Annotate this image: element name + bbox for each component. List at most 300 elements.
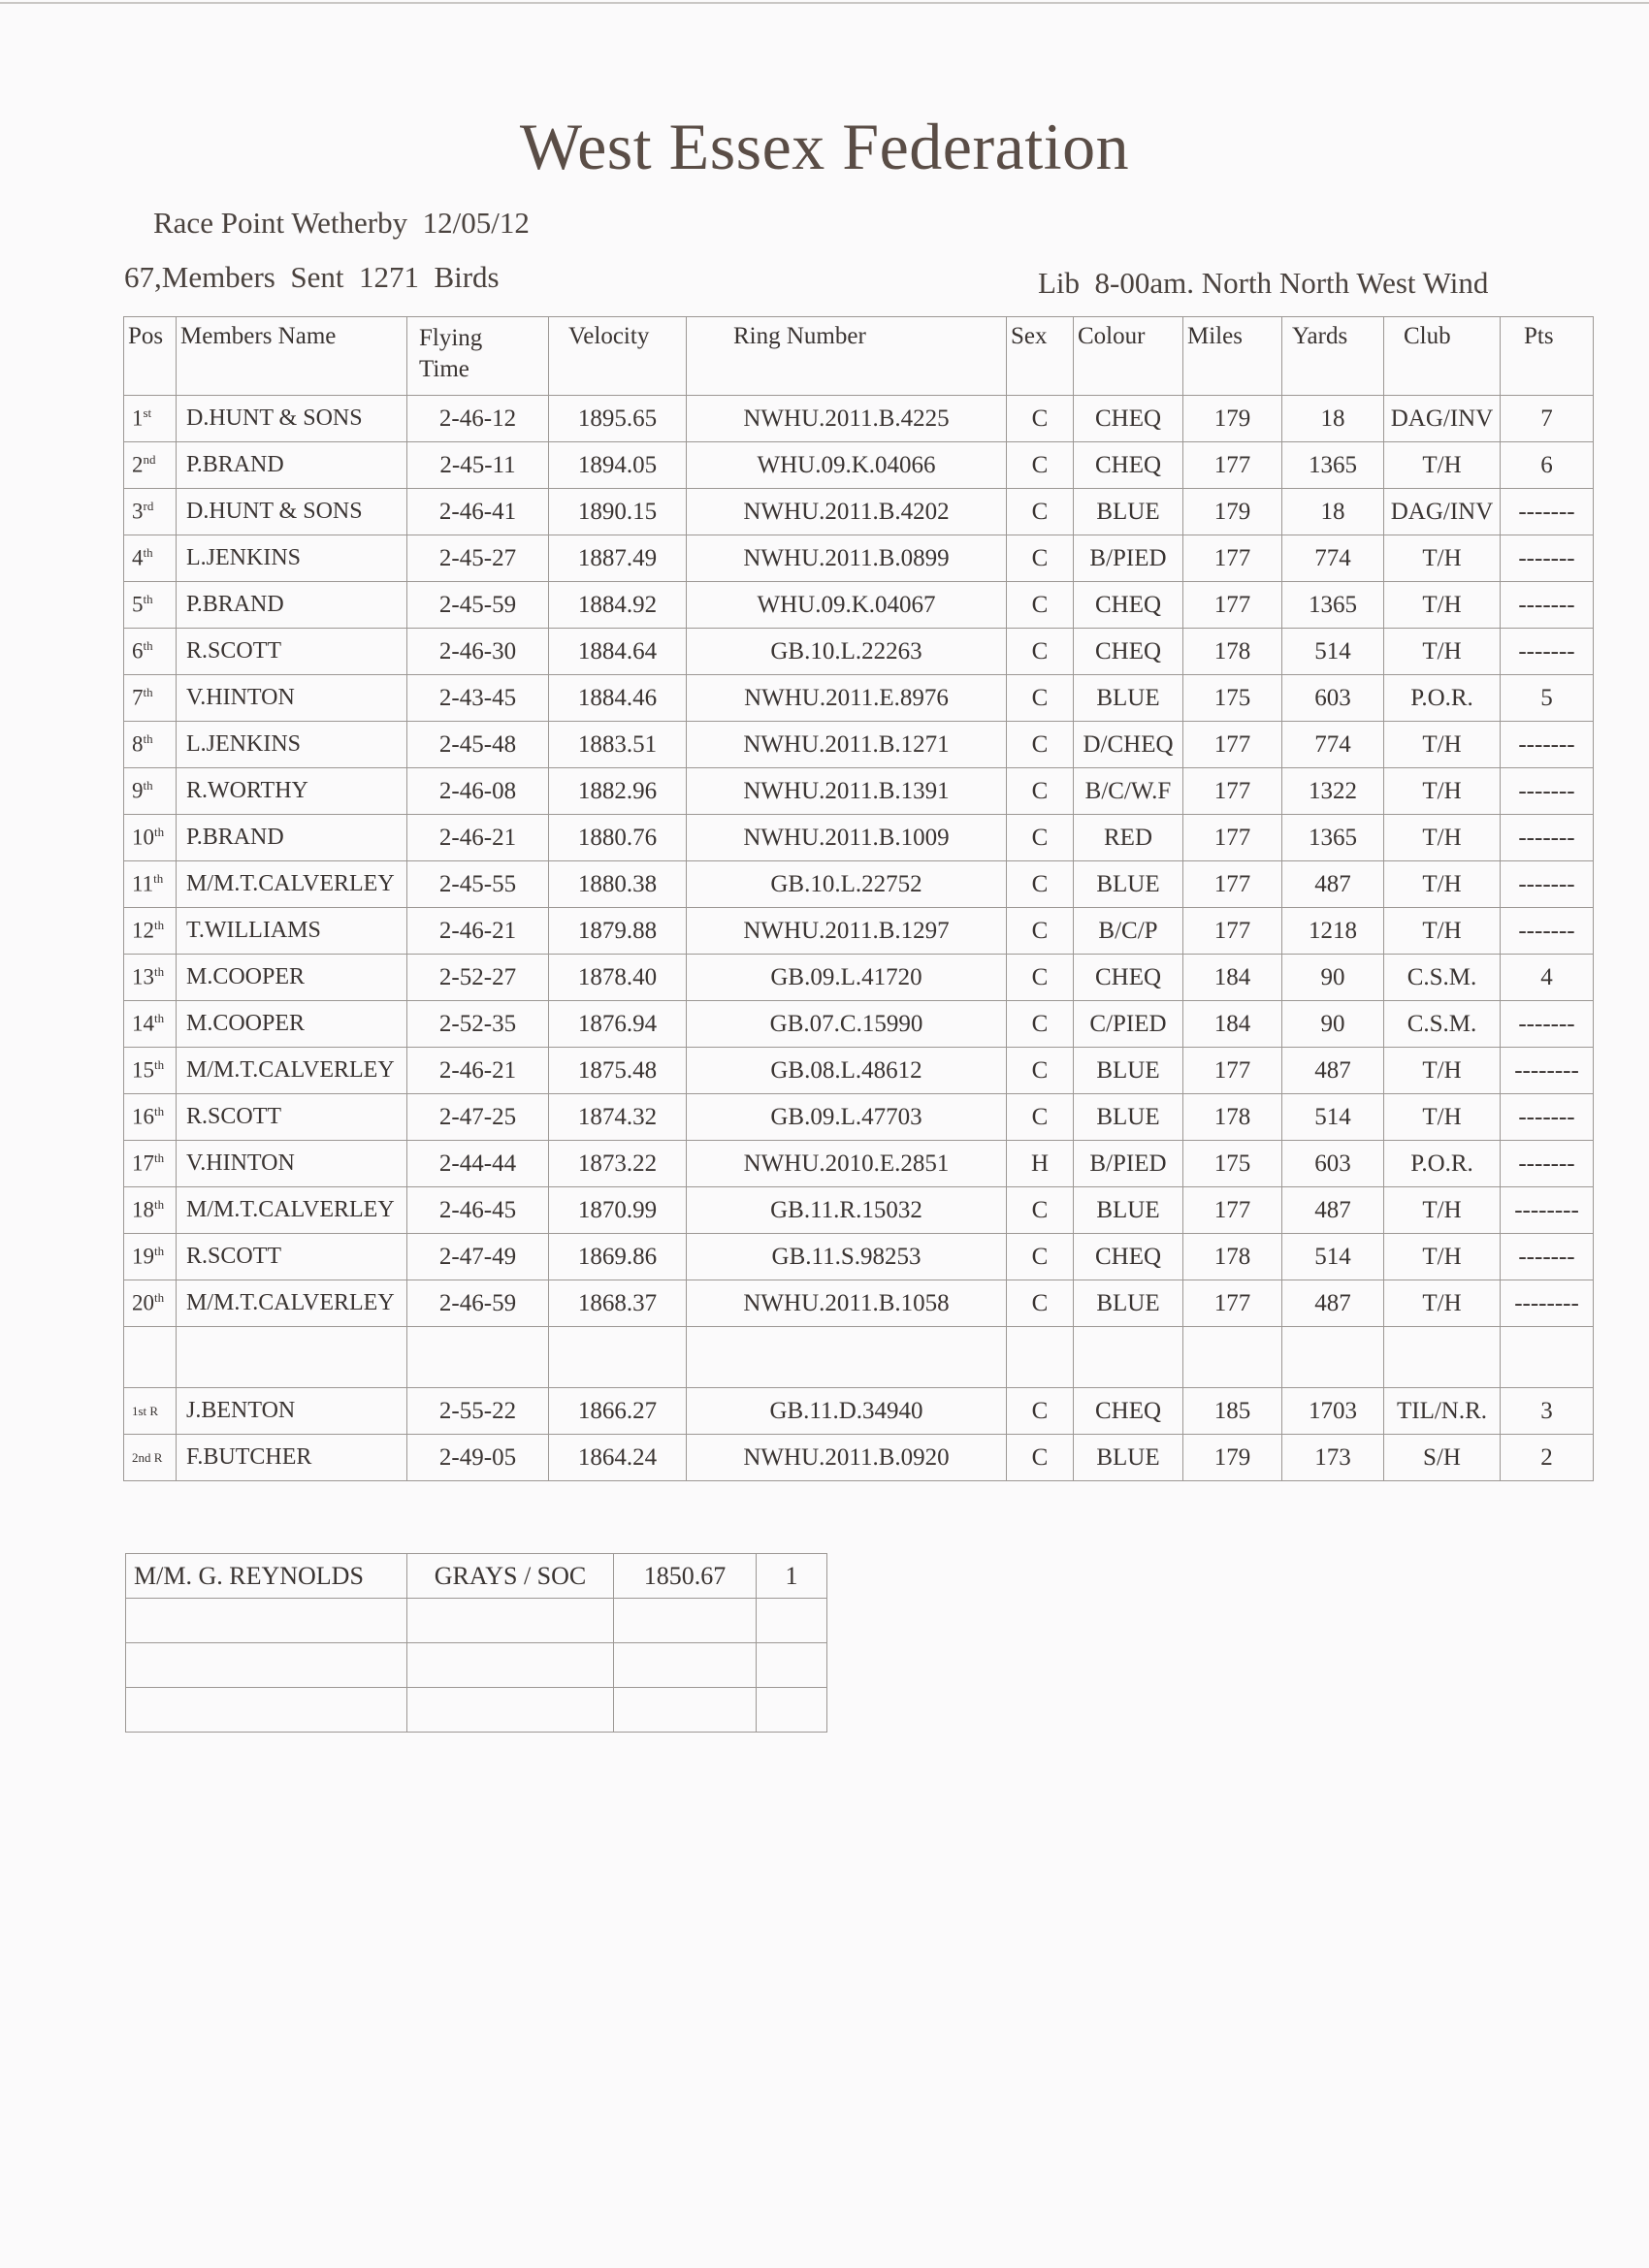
col-header-colour: Colour [1074, 317, 1183, 396]
cell-member-name: L.JENKINS [177, 535, 407, 582]
col-header-pos: Pos [124, 317, 177, 396]
cell-ring-number: GB.09.L.47703 [687, 1094, 1007, 1141]
cell-member-name: P.BRAND [177, 582, 407, 629]
cell-miles: 177 [1183, 722, 1282, 768]
table-row [124, 1141, 1594, 1187]
cell-pts: ------- [1501, 1094, 1594, 1141]
pos-suffix: th [154, 1150, 165, 1166]
table-row [124, 582, 1594, 629]
table-row [124, 955, 1594, 1001]
cell-colour: BLUE [1074, 1435, 1183, 1481]
cell-miles: 177 [1183, 1048, 1282, 1094]
top-edge-line [0, 2, 1649, 4]
cell-club: T/H [1384, 815, 1501, 861]
reserve-row [124, 1388, 1594, 1435]
table-row [124, 908, 1594, 955]
pos-suffix: th [154, 1104, 165, 1119]
cell-miles: 184 [1183, 955, 1282, 1001]
blank-cell [1384, 1327, 1501, 1388]
cell-club: C.S.M. [1384, 955, 1501, 1001]
cell-miles: 177 [1183, 1280, 1282, 1327]
cell-flying-time: 2-45-27 [407, 535, 549, 582]
cell-colour: CHEQ [1074, 629, 1183, 675]
cell-colour: CHEQ [1074, 582, 1183, 629]
pos-number: 10 [132, 825, 154, 850]
cell-yards: 514 [1282, 1234, 1384, 1280]
cell-sex: C [1007, 908, 1074, 955]
cell-miles: 175 [1183, 675, 1282, 722]
pos-suffix: th [143, 545, 153, 561]
cell-club: T/H [1384, 1048, 1501, 1094]
cell-sex: C [1007, 1234, 1074, 1280]
cell-ring-number: NWHU.2011.B.1297 [687, 908, 1007, 955]
points-row [126, 1554, 827, 1599]
pos-suffix: th [154, 1290, 165, 1306]
col-header-club: Club [1384, 317, 1501, 396]
cell-member-name: D.HUNT & SONS [177, 396, 407, 442]
cell-sex: C [1007, 396, 1074, 442]
cell-velocity: 1878.40 [549, 955, 687, 1001]
cell-colour: B/C/P [1074, 908, 1183, 955]
cell-pos [124, 1048, 177, 1094]
pos-number: 9 [132, 778, 144, 803]
points-row [126, 1688, 827, 1733]
cell-sex: H [1007, 1141, 1074, 1187]
col-header-name: Members Name [177, 317, 407, 396]
cell-pos [124, 1094, 177, 1141]
cell-miles: 177 [1183, 582, 1282, 629]
cell-club: S/H [1384, 1435, 1501, 1481]
cell-club: DAG/INV [1384, 489, 1501, 535]
cell-club: T/H [1384, 629, 1501, 675]
cell-colour: CHEQ [1074, 1234, 1183, 1280]
table-row [124, 629, 1594, 675]
results-table [123, 316, 1594, 1481]
points-body [126, 1554, 827, 1733]
cell-yards: 514 [1282, 629, 1384, 675]
cell-pos [124, 582, 177, 629]
cell-member-name: R.WORTHY [177, 768, 407, 815]
cell-yards: 18 [1282, 489, 1384, 535]
cell-ring-number: GB.11.D.34940 [687, 1388, 1007, 1435]
cell-pts: ------- [1501, 489, 1594, 535]
table-row [124, 675, 1594, 722]
cell-member-name: P.BRAND [177, 442, 407, 489]
cell-miles: 177 [1183, 861, 1282, 908]
cell-velocity: 1874.32 [549, 1094, 687, 1141]
cell-yards: 603 [1282, 675, 1384, 722]
cell-flying-time: 2-46-21 [407, 815, 549, 861]
cell-velocity: 1869.86 [549, 1234, 687, 1280]
cell-colour: B/PIED [1074, 1141, 1183, 1187]
cell-velocity: 1884.64 [549, 629, 687, 675]
cell-colour: BLUE [1074, 1094, 1183, 1141]
cell-pos [124, 1001, 177, 1048]
cell-yards: 487 [1282, 861, 1384, 908]
blank-cell [124, 1327, 177, 1388]
cell-pos [124, 1141, 177, 1187]
points-club [407, 1599, 614, 1643]
cell-pts: ------- [1501, 535, 1594, 582]
cell-velocity: 1873.22 [549, 1141, 687, 1187]
cell-velocity: 1868.37 [549, 1280, 687, 1327]
cell-sex: C [1007, 1388, 1074, 1435]
cell-velocity: 1880.76 [549, 815, 687, 861]
cell-pos [124, 442, 177, 489]
points-club [407, 1643, 614, 1688]
cell-ring-number: NWHU.2011.B.1271 [687, 722, 1007, 768]
cell-pos: 1st R [124, 1388, 177, 1435]
cell-ring-number: NWHU.2011.B.4225 [687, 396, 1007, 442]
pos-number: 12 [132, 918, 154, 943]
reserve-row [124, 1435, 1594, 1481]
cell-miles: 177 [1183, 768, 1282, 815]
col-header-flying-time: Flying Time [407, 317, 549, 396]
cell-pos [124, 722, 177, 768]
points-velocity [614, 1599, 757, 1643]
cell-flying-time: 2-46-21 [407, 908, 549, 955]
cell-colour: C/PIED [1074, 1001, 1183, 1048]
points-table [125, 1553, 827, 1733]
points-member-name [126, 1599, 407, 1643]
cell-yards: 1365 [1282, 582, 1384, 629]
cell-yards: 603 [1282, 1141, 1384, 1187]
cell-miles: 184 [1183, 1001, 1282, 1048]
results-header-row [124, 317, 1594, 396]
liberation-line: Lib 8-00am. North North West Wind [1038, 266, 1489, 300]
points-member-name [126, 1688, 407, 1733]
cell-pos: 2nd R [124, 1435, 177, 1481]
cell-colour: BLUE [1074, 1187, 1183, 1234]
cell-pts: -------- [1501, 1048, 1594, 1094]
cell-ring-number: NWHU.2011.B.1058 [687, 1280, 1007, 1327]
cell-pos [124, 489, 177, 535]
cell-flying-time: 2-46-12 [407, 396, 549, 442]
cell-club: T/H [1384, 1234, 1501, 1280]
cell-sex: C [1007, 582, 1074, 629]
points-club [407, 1688, 614, 1733]
cell-colour: CHEQ [1074, 955, 1183, 1001]
cell-pos [124, 535, 177, 582]
cell-ring-number: NWHU.2011.B.4202 [687, 489, 1007, 535]
cell-ring-number: GB.07.C.15990 [687, 1001, 1007, 1048]
cell-yards: 514 [1282, 1094, 1384, 1141]
cell-sex: C [1007, 1187, 1074, 1234]
cell-velocity: 1875.48 [549, 1048, 687, 1094]
cell-sex: C [1007, 489, 1074, 535]
cell-sex: C [1007, 1048, 1074, 1094]
cell-pos [124, 1234, 177, 1280]
cell-miles: 178 [1183, 1094, 1282, 1141]
cell-yards: 1218 [1282, 908, 1384, 955]
cell-flying-time: 2-46-08 [407, 768, 549, 815]
cell-miles: 177 [1183, 815, 1282, 861]
pos-suffix: th [143, 778, 153, 794]
cell-member-name: P.BRAND [177, 815, 407, 861]
cell-member-name: M/M.T.CALVERLEY [177, 1048, 407, 1094]
cell-yards: 487 [1282, 1280, 1384, 1327]
cell-flying-time: 2-43-45 [407, 675, 549, 722]
col-header-miles: Miles [1183, 317, 1282, 396]
cell-flying-time: 2-47-25 [407, 1094, 549, 1141]
cell-colour: BLUE [1074, 489, 1183, 535]
cell-pos [124, 815, 177, 861]
blank-row [124, 1327, 1594, 1388]
blank-cell [1183, 1327, 1282, 1388]
cell-flying-time: 2-45-59 [407, 582, 549, 629]
cell-flying-time: 2-46-21 [407, 1048, 549, 1094]
cell-yards: 774 [1282, 535, 1384, 582]
cell-flying-time: 2-45-55 [407, 861, 549, 908]
cell-miles: 178 [1183, 629, 1282, 675]
cell-pts: ------- [1501, 1001, 1594, 1048]
cell-ring-number: GB.11.R.15032 [687, 1187, 1007, 1234]
cell-yards: 487 [1282, 1048, 1384, 1094]
cell-velocity: 1890.15 [549, 489, 687, 535]
cell-club: T/H [1384, 1280, 1501, 1327]
cell-yards: 90 [1282, 955, 1384, 1001]
cell-velocity: 1882.96 [549, 768, 687, 815]
points-velocity [614, 1688, 757, 1733]
cell-flying-time: 2-45-11 [407, 442, 549, 489]
blank-cell [1501, 1327, 1594, 1388]
cell-club: T/H [1384, 861, 1501, 908]
cell-velocity: 1876.94 [549, 1001, 687, 1048]
cell-pts: ------- [1501, 582, 1594, 629]
cell-sex: C [1007, 815, 1074, 861]
pos-number: 15 [132, 1057, 154, 1083]
cell-velocity: 1880.38 [549, 861, 687, 908]
cell-club: P.O.R. [1384, 675, 1501, 722]
cell-member-name: F.BUTCHER [177, 1435, 407, 1481]
cell-ring-number: NWHU.2011.B.0920 [687, 1435, 1007, 1481]
cell-yards: 1365 [1282, 815, 1384, 861]
pos-suffix: th [154, 1057, 165, 1073]
cell-pts: -------- [1501, 1187, 1594, 1234]
pos-number: 4 [132, 545, 144, 570]
points-row [126, 1643, 827, 1688]
cell-member-name: R.SCOTT [177, 1234, 407, 1280]
cell-member-name: V.HINTON [177, 1141, 407, 1187]
table-row [124, 1001, 1594, 1048]
cell-yards: 18 [1282, 396, 1384, 442]
cell-club: DAG/INV [1384, 396, 1501, 442]
blank-cell [177, 1327, 407, 1388]
cell-miles: 177 [1183, 442, 1282, 489]
pos-suffix: th [154, 1244, 165, 1259]
points-row [126, 1599, 827, 1643]
cell-ring-number: NWHU.2010.E.2851 [687, 1141, 1007, 1187]
cell-pts: ------- [1501, 768, 1594, 815]
pos-suffix: th [154, 964, 165, 980]
cell-member-name: M/M.T.CALVERLEY [177, 1187, 407, 1234]
cell-miles: 179 [1183, 1435, 1282, 1481]
pos-number: 11 [132, 871, 154, 896]
cell-miles: 175 [1183, 1141, 1282, 1187]
table-row [124, 535, 1594, 582]
cell-pts: ------- [1501, 1234, 1594, 1280]
cell-colour: BLUE [1074, 1048, 1183, 1094]
table-row [124, 722, 1594, 768]
blank-cell [407, 1327, 549, 1388]
cell-pos [124, 1280, 177, 1327]
cell-member-name: V.HINTON [177, 675, 407, 722]
cell-sex: C [1007, 442, 1074, 489]
col-header-velocity: Velocity [549, 317, 687, 396]
cell-yards: 1703 [1282, 1388, 1384, 1435]
pos-suffix: th [154, 825, 165, 840]
blank-cell [1074, 1327, 1183, 1388]
cell-sex: C [1007, 1001, 1074, 1048]
cell-yards: 173 [1282, 1435, 1384, 1481]
cell-member-name: L.JENKINS [177, 722, 407, 768]
page-title: West Essex Federation [519, 110, 1130, 183]
table-row [124, 768, 1594, 815]
cell-club: T/H [1384, 768, 1501, 815]
cell-velocity: 1895.65 [549, 396, 687, 442]
cell-pos [124, 768, 177, 815]
cell-sex: C [1007, 1280, 1074, 1327]
cell-flying-time: 2-46-41 [407, 489, 549, 535]
cell-sex: C [1007, 675, 1074, 722]
table-row [124, 1234, 1594, 1280]
cell-member-name: J.BENTON [177, 1388, 407, 1435]
cell-member-name: R.SCOTT [177, 629, 407, 675]
cell-flying-time: 2-52-27 [407, 955, 549, 1001]
points-pts [757, 1688, 827, 1733]
cell-ring-number: GB.09.L.41720 [687, 955, 1007, 1001]
cell-ring-number: WHU.09.K.04066 [687, 442, 1007, 489]
cell-club: TIL/N.R. [1384, 1388, 1501, 1435]
table-row [124, 861, 1594, 908]
pos-number: 18 [132, 1197, 154, 1222]
pos-number: 20 [132, 1290, 154, 1315]
cell-pts: 3 [1501, 1388, 1594, 1435]
cell-colour: BLUE [1074, 675, 1183, 722]
cell-velocity: 1870.99 [549, 1187, 687, 1234]
pos-number: 17 [132, 1150, 154, 1176]
cell-sex: C [1007, 768, 1074, 815]
cell-sex: C [1007, 629, 1074, 675]
cell-miles: 177 [1183, 535, 1282, 582]
cell-pts: 5 [1501, 675, 1594, 722]
table-row [124, 442, 1594, 489]
cell-colour: CHEQ [1074, 1388, 1183, 1435]
cell-ring-number: NWHU.2011.B.1391 [687, 768, 1007, 815]
pos-suffix: th [143, 592, 153, 607]
cell-club: P.O.R. [1384, 1141, 1501, 1187]
pos-suffix: th [143, 685, 153, 700]
cell-sex: C [1007, 535, 1074, 582]
cell-yards: 1365 [1282, 442, 1384, 489]
cell-colour: BLUE [1074, 1280, 1183, 1327]
cell-miles: 179 [1183, 489, 1282, 535]
cell-pos [124, 396, 177, 442]
pos-number: 19 [132, 1244, 154, 1269]
cell-flying-time: 2-52-35 [407, 1001, 549, 1048]
pos-suffix: nd [143, 452, 156, 468]
pos-suffix: th [143, 731, 153, 747]
cell-club: T/H [1384, 908, 1501, 955]
cell-colour: CHEQ [1074, 396, 1183, 442]
pos-number: 16 [132, 1104, 154, 1129]
cell-pos [124, 955, 177, 1001]
points-velocity: 1850.67 [614, 1554, 757, 1599]
cell-pts: 4 [1501, 955, 1594, 1001]
cell-velocity: 1884.92 [549, 582, 687, 629]
cell-velocity: 1864.24 [549, 1435, 687, 1481]
cell-sex: C [1007, 1435, 1074, 1481]
points-member-name [126, 1643, 407, 1688]
cell-yards: 1322 [1282, 768, 1384, 815]
cell-ring-number: GB.11.S.98253 [687, 1234, 1007, 1280]
cell-velocity: 1894.05 [549, 442, 687, 489]
cell-sex: C [1007, 1094, 1074, 1141]
cell-member-name: R.SCOTT [177, 1094, 407, 1141]
cell-ring-number: GB.10.L.22752 [687, 861, 1007, 908]
cell-flying-time: 2-46-30 [407, 629, 549, 675]
points-pts: 1 [757, 1554, 827, 1599]
points-member-name: M/M. G. REYNOLDS [126, 1554, 407, 1599]
cell-velocity: 1887.49 [549, 535, 687, 582]
pos-number: 2 [132, 452, 144, 477]
points-pts [757, 1643, 827, 1688]
cell-member-name: D.HUNT & SONS [177, 489, 407, 535]
cell-pts: ------- [1501, 1141, 1594, 1187]
cell-member-name: M.COOPER [177, 955, 407, 1001]
cell-pts: ------- [1501, 722, 1594, 768]
cell-member-name: M/M.T.CALVERLEY [177, 1280, 407, 1327]
cell-colour: D/CHEQ [1074, 722, 1183, 768]
cell-flying-time: 2-49-05 [407, 1435, 549, 1481]
pos-number: 7 [132, 685, 144, 710]
col-header-yards: Yards [1282, 317, 1384, 396]
pos-number: 14 [132, 1011, 154, 1036]
cell-yards: 774 [1282, 722, 1384, 768]
cell-miles: 177 [1183, 908, 1282, 955]
pos-number: 8 [132, 731, 144, 757]
cell-miles: 177 [1183, 1187, 1282, 1234]
cell-flying-time: 2-45-48 [407, 722, 549, 768]
cell-pts: 7 [1501, 396, 1594, 442]
cell-club: T/H [1384, 722, 1501, 768]
cell-sex: C [1007, 722, 1074, 768]
cell-ring-number: NWHU.2011.B.1009 [687, 815, 1007, 861]
table-row [124, 815, 1594, 861]
col-header-sex: Sex [1007, 317, 1074, 396]
cell-velocity: 1866.27 [549, 1388, 687, 1435]
col-header-ring-number: Ring Number [687, 317, 1007, 396]
cell-club: T/H [1384, 582, 1501, 629]
cell-miles: 185 [1183, 1388, 1282, 1435]
pos-suffix: th [154, 1011, 165, 1026]
cell-colour: BLUE [1074, 861, 1183, 908]
pos-number: 6 [132, 638, 144, 664]
points-pts [757, 1599, 827, 1643]
table-row [124, 1280, 1594, 1327]
pos-number: 13 [132, 964, 154, 989]
pos-suffix: th [153, 871, 164, 887]
points-club: GRAYS / SOC [407, 1554, 614, 1599]
cell-pos [124, 908, 177, 955]
cell-ring-number: NWHU.2011.B.0899 [687, 535, 1007, 582]
cell-member-name: M.COOPER [177, 1001, 407, 1048]
cell-colour: B/C/W.F [1074, 768, 1183, 815]
cell-flying-time: 2-46-59 [407, 1280, 549, 1327]
cell-colour: RED [1074, 815, 1183, 861]
pos-number: 3 [132, 499, 144, 524]
cell-club: T/H [1384, 442, 1501, 489]
